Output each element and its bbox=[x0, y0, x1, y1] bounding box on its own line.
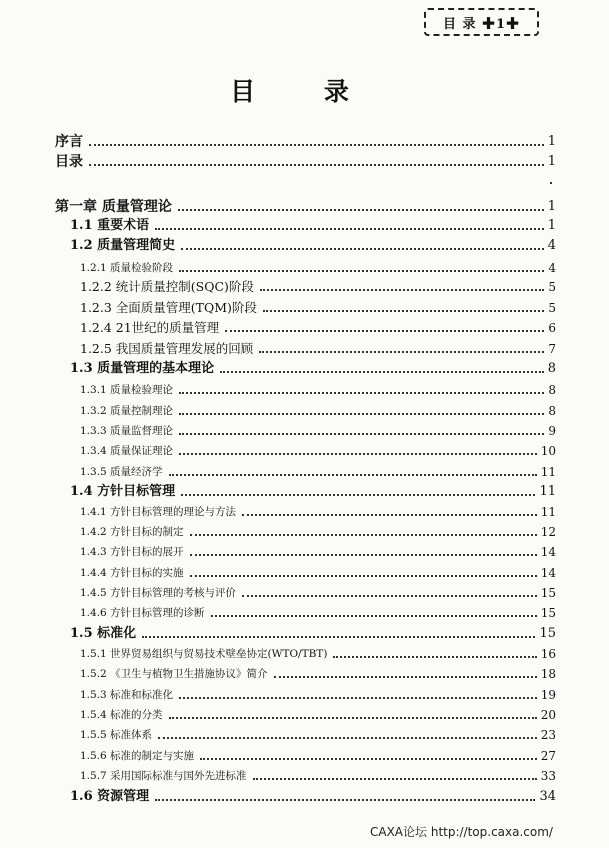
toc-entry[interactable] bbox=[55, 195, 556, 215]
toc-leader-dots bbox=[89, 164, 544, 166]
toc-leader-dots bbox=[179, 270, 544, 272]
toc-entry-page: 4 bbox=[547, 238, 556, 253]
toc-leader-dots bbox=[179, 433, 544, 435]
toc-entry-page: 15 bbox=[540, 606, 556, 620]
toc-leader-dots bbox=[242, 595, 537, 597]
toc-entry-label: 1.2.5 我国质量管理发展的回顾 bbox=[80, 341, 254, 356]
toc-leader-dots bbox=[155, 799, 535, 801]
toc-leader-dots bbox=[179, 392, 544, 394]
toc-entry-page: 20 bbox=[540, 708, 556, 722]
toc-entry-page: 11 bbox=[540, 465, 556, 479]
toc-entry[interactable] bbox=[80, 520, 556, 540]
toc-entry-page: 33 bbox=[540, 769, 556, 783]
toc-entry-page: 27 bbox=[540, 749, 556, 763]
toc-leader-dots bbox=[220, 371, 544, 373]
toc-entry-page: 1 bbox=[547, 154, 556, 169]
toc-entry[interactable] bbox=[80, 275, 556, 295]
toc-entry-page: 34 bbox=[539, 789, 556, 804]
stray-mark bbox=[550, 182, 552, 184]
toc-leader-dots bbox=[190, 554, 537, 556]
toc-entry-page: 18 bbox=[540, 667, 556, 681]
toc-entry[interactable] bbox=[80, 601, 556, 621]
toc-entry-label: 1.4.6 方针目标管理的诊断 bbox=[80, 607, 205, 619]
toc-entry[interactable] bbox=[80, 764, 556, 784]
toc-entry-label: 1.5 标准化 bbox=[70, 626, 137, 641]
toc-entry-label: 1.4.1 方针目标管理的理论与方法 bbox=[80, 506, 237, 518]
toc-entry[interactable] bbox=[70, 357, 556, 377]
toc-entry-label: 1.4.3 方针目标的展开 bbox=[80, 546, 184, 558]
toc-entry-label: 1.3.2 质量控制理论 bbox=[80, 405, 174, 417]
toc-entry-page: 1 bbox=[547, 134, 556, 149]
toc-entry-label: 1.2.4 21世纪的质量管理 bbox=[80, 320, 220, 335]
toc-entry[interactable] bbox=[80, 419, 556, 439]
toc-entry-label: 1.1 重要术语 bbox=[70, 218, 150, 233]
toc-entry[interactable] bbox=[70, 622, 556, 642]
toc-entry-label: 第一章 质量管理论 bbox=[55, 199, 172, 215]
toc-leader-dots bbox=[178, 209, 544, 211]
toc-entry-page: 8 bbox=[547, 361, 556, 376]
toc-entry[interactable] bbox=[80, 683, 556, 703]
toc-entry-label: 1.2.1 质量检验阶段 bbox=[80, 262, 174, 274]
toc-entry-page: 12 bbox=[540, 525, 556, 539]
toc-leader-dots bbox=[333, 656, 536, 658]
toc-entry[interactable] bbox=[80, 540, 556, 560]
toc-entry[interactable] bbox=[80, 316, 556, 336]
toc-leader-dots bbox=[190, 534, 537, 536]
page-title: 目 录 bbox=[230, 77, 379, 106]
toc-entry-page: 16 bbox=[540, 647, 556, 661]
toc-entry-label: 1.4.5 方针目标管理的考核与评价 bbox=[80, 587, 237, 599]
toc-entry[interactable] bbox=[80, 500, 556, 520]
toc-entry-page: 5 bbox=[548, 301, 556, 315]
toc-entry-label: 1.5.3 标准和标准化 bbox=[80, 689, 174, 701]
toc-leader-dots bbox=[190, 575, 537, 577]
toc-entry-page: 7 bbox=[548, 342, 556, 356]
toc-entry-page: 6 bbox=[548, 321, 556, 335]
toc-entry[interactable] bbox=[80, 399, 556, 419]
toc-leader-dots bbox=[259, 351, 544, 353]
toc-entry-label: 1.3.1 质量检验理论 bbox=[80, 384, 174, 396]
toc-entry-label: 1.6 资源管理 bbox=[70, 789, 150, 804]
toc-entry[interactable] bbox=[70, 785, 556, 805]
toc-leader-dots bbox=[155, 228, 544, 230]
toc-entry[interactable] bbox=[80, 439, 556, 459]
toc-entry-label: 1.4.2 方针目标的制定 bbox=[80, 526, 184, 538]
toc-entry[interactable] bbox=[80, 296, 556, 316]
toc-entry[interactable] bbox=[80, 723, 556, 743]
toc-entry-page: 8 bbox=[548, 404, 556, 418]
toc-entry-label: 1.4 方针目标管理 bbox=[70, 484, 176, 499]
toc-entry-page: 14 bbox=[540, 545, 556, 559]
toc-leader-dots bbox=[179, 453, 537, 455]
toc-leader-dots bbox=[179, 697, 537, 699]
toc-entry[interactable] bbox=[80, 337, 556, 357]
toc-entry-page: 15 bbox=[540, 586, 556, 600]
toc-leader-dots bbox=[274, 676, 537, 678]
toc-leader-dots bbox=[200, 758, 537, 760]
toc-entry[interactable] bbox=[80, 703, 556, 723]
toc-leader-dots bbox=[260, 289, 544, 291]
toc-entry-label: 1.5.1 世界贸易组织与贸易技术壁垒协定(WTO/TBT) bbox=[80, 648, 328, 660]
toc-entry-label: 1.3 质量管理的基本理论 bbox=[70, 361, 215, 376]
toc-entry-page: 4 bbox=[548, 261, 556, 275]
toc-entry[interactable] bbox=[70, 480, 556, 500]
toc-entry-label: 1.5.7 采用国际标准与国外先进标准 bbox=[80, 770, 247, 782]
toc-leader-dots bbox=[142, 636, 535, 638]
toc-entry[interactable] bbox=[70, 234, 556, 254]
toc-entry-page: 14 bbox=[540, 566, 556, 580]
toc-entry[interactable] bbox=[80, 378, 556, 398]
toc-entry[interactable] bbox=[80, 642, 556, 662]
toc-entry[interactable] bbox=[80, 561, 556, 581]
toc-leader-dots bbox=[89, 144, 544, 146]
toc-leader-dots bbox=[169, 717, 537, 719]
toc-entry[interactable] bbox=[80, 662, 556, 682]
toc-entry[interactable] bbox=[80, 744, 556, 764]
toc-leader-dots bbox=[179, 413, 544, 415]
toc-entry-label: 1.2.3 全面质量管理(TQM)阶段 bbox=[80, 300, 257, 315]
toc-entry-label: 1.3.3 质量监督理论 bbox=[80, 425, 174, 437]
toc-entry-page: 19 bbox=[540, 688, 556, 702]
toc-leader-dots bbox=[211, 615, 537, 617]
toc-entry-label: 目录 bbox=[55, 154, 83, 170]
toc-leader-dots bbox=[158, 737, 537, 739]
toc-entry-label: 序言 bbox=[55, 134, 83, 150]
toc-leader-dots bbox=[242, 514, 537, 516]
toc-entry-label: 1.3.5 质量经济学 bbox=[80, 466, 163, 478]
toc-entry[interactable] bbox=[55, 130, 556, 150]
toc-entry-page: 5 bbox=[548, 280, 556, 294]
toc-entry-page: 11 bbox=[539, 484, 556, 499]
toc-entry-page: 9 bbox=[548, 424, 556, 438]
toc-entry[interactable] bbox=[70, 214, 556, 234]
toc-entry-page: 15 bbox=[539, 626, 556, 641]
toc-entry-label: 1.5.5 标准体系 bbox=[80, 729, 153, 741]
toc-entry[interactable] bbox=[80, 581, 556, 601]
toc-entry-label: 1.4.4 方针目标的实施 bbox=[80, 567, 184, 579]
toc-leader-dots bbox=[263, 310, 544, 312]
toc-entry-page: 23 bbox=[540, 728, 556, 742]
toc-entry-page: 10 bbox=[540, 444, 556, 458]
toc-entry-page: 1 bbox=[547, 199, 556, 214]
toc-entry-label: 1.3.4 质量保证理论 bbox=[80, 445, 174, 457]
toc-entry-label: 1.2 质量管理简史 bbox=[70, 238, 176, 253]
toc-entry-label: 1.5.2 《卫生与植物卫生措施协议》简介 bbox=[80, 668, 268, 680]
toc-entry-label: 1.5.6 标准的制定与实施 bbox=[80, 750, 195, 762]
toc-entry-page: 1 bbox=[547, 218, 556, 233]
watermark: CAXA论坛 http://top.caxa.com/ bbox=[370, 825, 553, 839]
toc-entry-label: 1.2.2 统计质量控制(SQC)阶段 bbox=[80, 279, 254, 294]
toc-entry-label: 1.5.4 标准的分类 bbox=[80, 709, 163, 721]
toc-entry-page: 11 bbox=[540, 505, 556, 519]
toc-leader-dots bbox=[181, 248, 544, 250]
toc-entry-page: 8 bbox=[548, 383, 556, 397]
toc-leader-dots bbox=[181, 494, 535, 496]
toc-leader-dots bbox=[253, 778, 537, 780]
toc-leader-dots bbox=[225, 330, 544, 332]
toc-entry[interactable] bbox=[55, 150, 556, 170]
toc-leader-dots bbox=[169, 474, 537, 476]
toc-entry[interactable] bbox=[80, 256, 556, 276]
toc-entry[interactable] bbox=[80, 460, 556, 480]
page-header-label: 目 录 ✚1✚ bbox=[442, 16, 521, 32]
